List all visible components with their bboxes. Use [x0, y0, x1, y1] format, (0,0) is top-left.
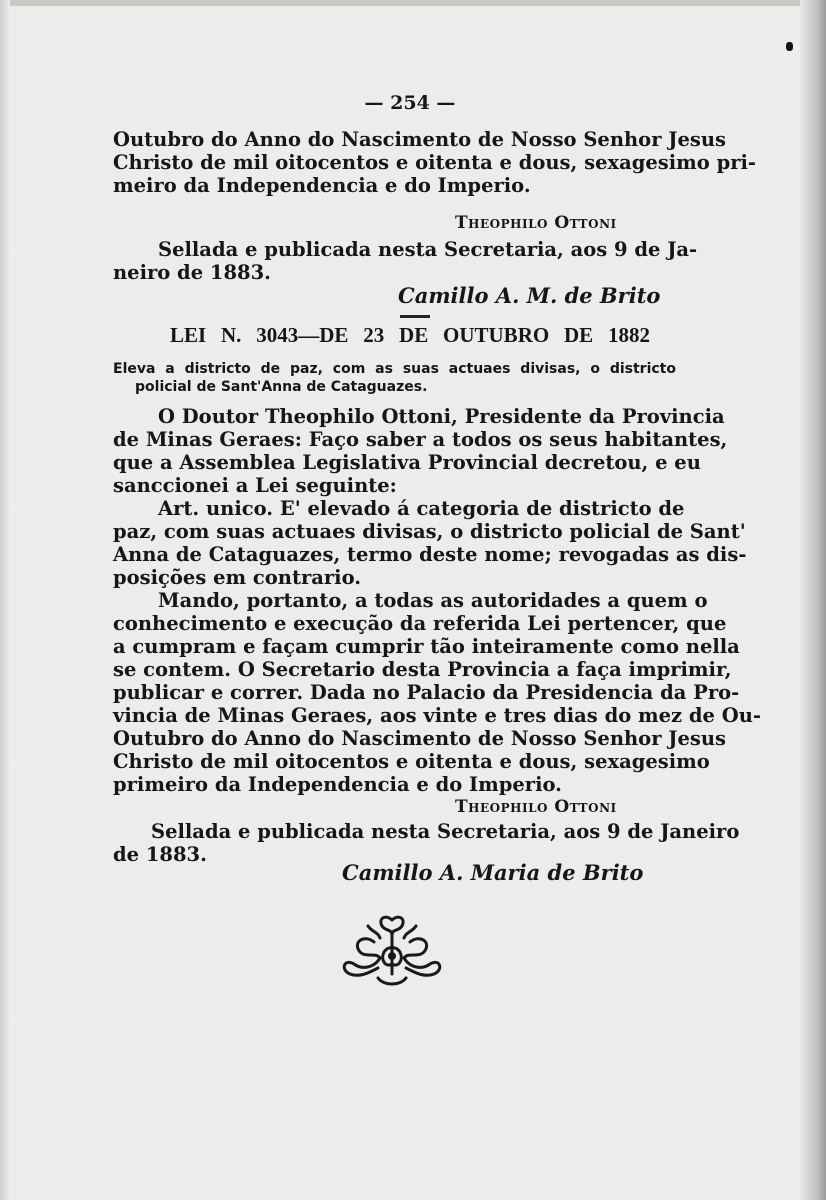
text-line: neiro de 1883. — [113, 261, 271, 284]
scan-right-edge — [800, 0, 826, 1200]
text-line: Christo de mil oitocentos e oitenta e dous, sexagesimo — [113, 750, 710, 773]
text-line: meiro da Independencia e do Imperio. — [113, 174, 531, 197]
text-line: conhecimento e execução da referida Lei pertencer, que — [113, 612, 727, 635]
text-line: paz, com suas actuaes divisas, o districto policial de Sant' — [113, 520, 746, 543]
text-line: de Minas Geraes: Faço saber a todos os seus habitantes, — [113, 428, 728, 451]
separator-rule — [400, 315, 430, 318]
scan-speck — [786, 42, 793, 51]
text-line: Art. unico. E' elevado á categoria de districto de — [158, 497, 685, 520]
text-line: vincia de Minas Geraes, aos vinte e tres dias do mez de Ou- — [113, 704, 761, 727]
previous-law-closing — [113, 128, 757, 197]
text-line: se contem. O Secretario desta Provincia a faça imprimir, — [113, 658, 732, 681]
page-number: — 254 — — [364, 92, 456, 114]
text-line: Christo de mil oitocentos e oitenta e dous, sexagesimo pri- — [113, 151, 757, 174]
text-line: publicar e correr. Dada no Palacio da Presidencia da Pro- — [113, 681, 740, 704]
text-line: O Doutor Theophilo Ottoni, Presidente da Provincia — [158, 405, 725, 428]
law-title: LEI N. 3043—DE 23 DE OUTUBRO DE 1882 — [170, 323, 650, 347]
summary-line: Eleva a districto de paz, com as suas actuaes divisas, o districto — [113, 361, 676, 377]
summary-line: policial de Sant'Anna de Cataguazes. — [135, 379, 428, 395]
sealing-note — [113, 238, 698, 284]
signature-governor: Theophilo Ottoni — [455, 797, 617, 817]
law-body — [113, 405, 761, 796]
text-line: posições em contrario. — [113, 566, 362, 589]
signature-secretary: Camillo A. Maria de Brito — [342, 860, 644, 885]
fleuron-ornament — [334, 912, 450, 992]
law-summary — [113, 360, 676, 396]
text-line: sanccionei a Lei seguinte: — [113, 474, 397, 497]
text-line: Outubro do Anno do Nascimento de Nosso Senhor Jesus — [113, 128, 727, 151]
signature-secretary: Camillo A. M. de Brito — [398, 283, 661, 308]
text-line: Sellada e publicada nesta Secretaria, aos 9 de Ja- — [158, 238, 698, 261]
scan-top-edge — [0, 0, 826, 6]
signature-governor: Theophilo Ottoni — [455, 213, 617, 233]
text-line: de 1883. — [113, 843, 207, 866]
text-line: Mando, portanto, a todas as autoridades a quem o — [158, 589, 708, 612]
text-line: Anna de Cataguazes, termo deste nome; revogadas as dis- — [113, 543, 747, 566]
text-line: Outubro do Anno do Nascimento de Nosso Senhor Jesus — [113, 727, 727, 750]
text-line: primeiro da Independencia e do Imperio. — [113, 773, 562, 796]
scan-left-edge — [0, 0, 10, 1200]
text-line: que a Assemblea Legislativa Provincial decretou, e eu — [113, 451, 701, 474]
text-line: a cumpram e façam cumprir tão inteiramente como nella — [113, 635, 740, 658]
text-line: Sellada e publicada nesta Secretaria, aos 9 de Janeiro — [151, 820, 740, 843]
